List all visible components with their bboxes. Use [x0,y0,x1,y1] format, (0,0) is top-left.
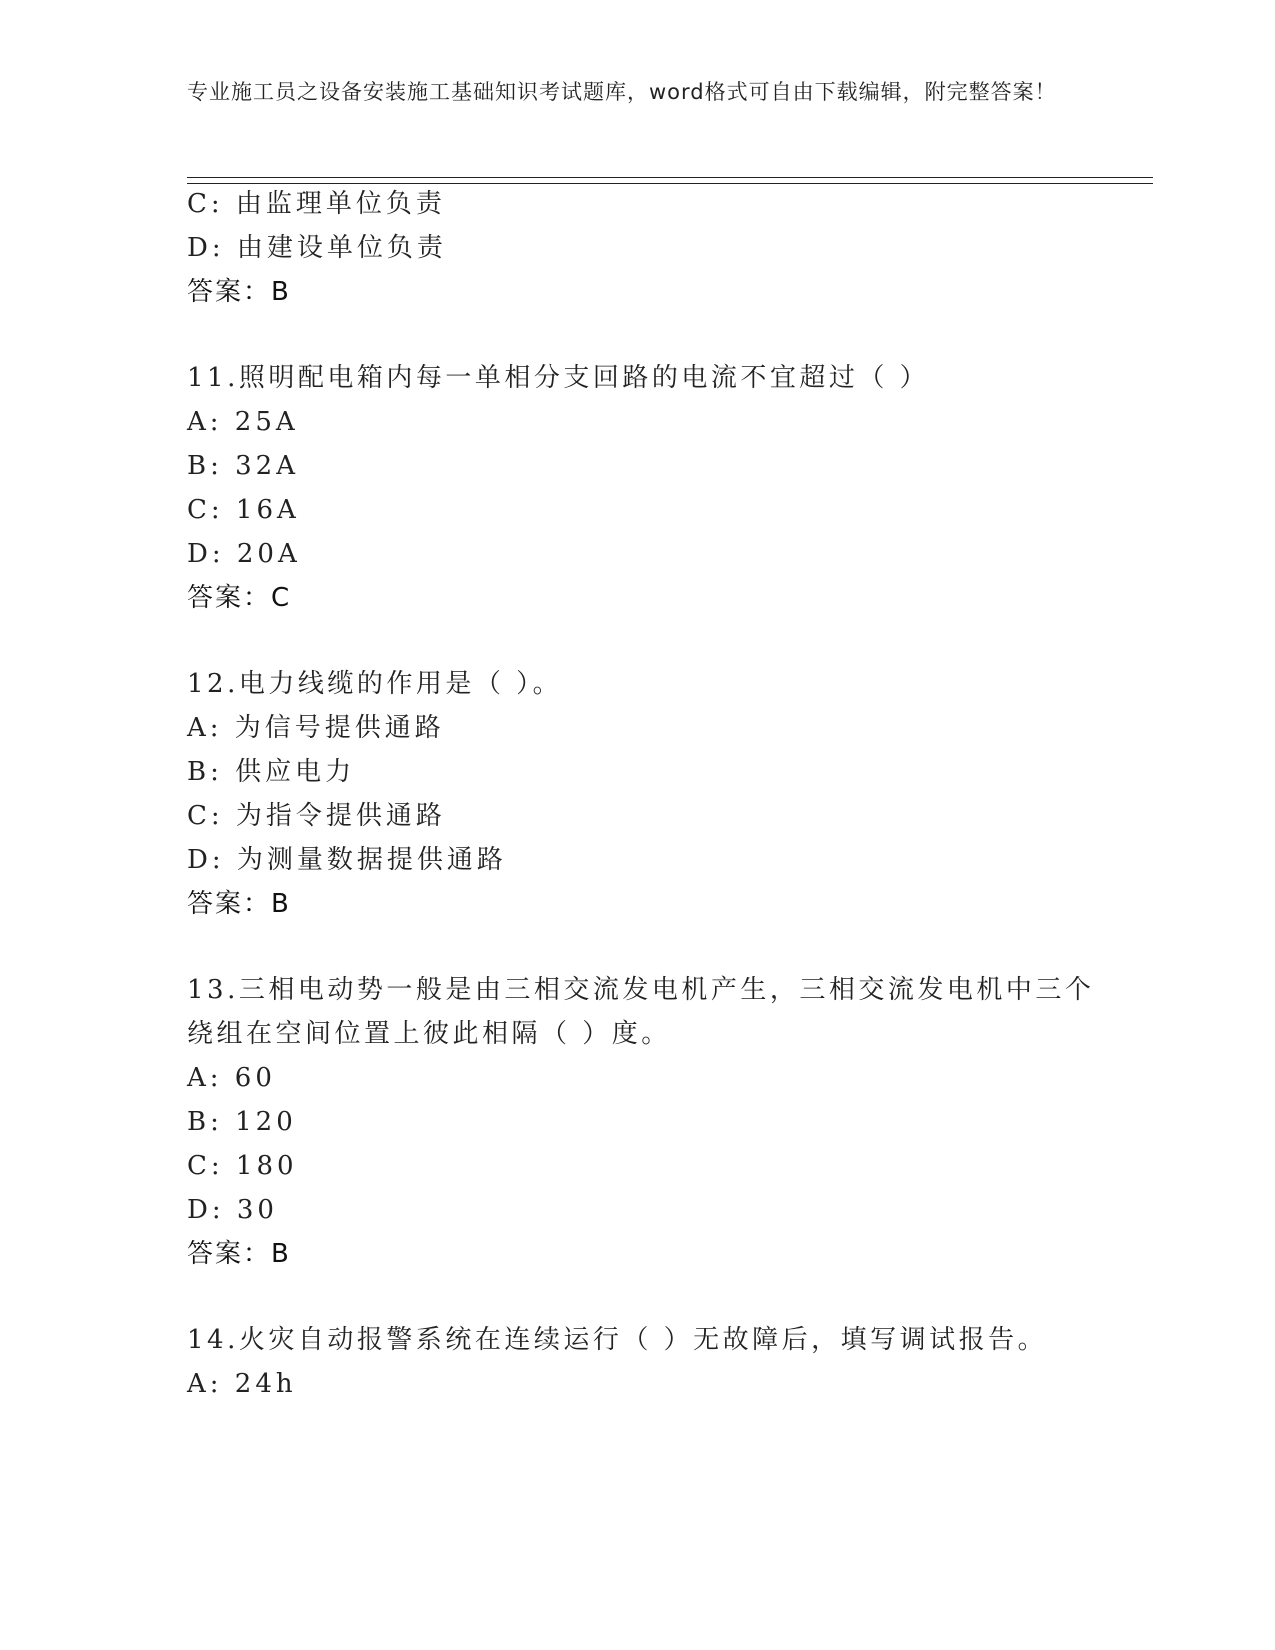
document-header [187,76,1067,108]
question-stem: 14.火灾自动报警系统在连续运行（ ）无故障后，填写调试报告。 [187,1325,1048,1355]
header-divider-top [187,177,1153,178]
option-c: C: 16A [187,495,300,525]
question-stem: 11.照明配电箱内每一单相分支回路的电流不宜超过（ ） [187,363,930,393]
option-b: B: 供应电力 [187,757,356,787]
option-d: D: 由建设单位负责 [187,233,447,263]
answer-label: 答案：C [187,583,292,613]
option-a: A: 60 [187,1063,276,1093]
option-d: D: 20A [187,539,301,569]
question-stem-continued: 绕组在空间位置上彼此相隔（ ）度。 [187,1019,671,1049]
option-c: C: 180 [187,1151,298,1181]
header-divider-bottom [187,183,1153,184]
answer-label: 答案：B [187,889,291,919]
option-d: D: 为测量数据提供通路 [187,845,507,875]
option-b: B: 32A [187,451,299,481]
option-d: D: 30 [187,1195,278,1225]
question-stem: 12.电力线缆的作用是（ ）。 [187,669,563,699]
option-b: B: 120 [187,1107,297,1137]
option-a: A: 为信号提供通路 [187,713,445,743]
answer-label: 答案：B [187,1239,291,1269]
option-c: C: 由监理单位负责 [187,189,446,219]
answer-label: 答案：B [187,277,291,307]
header-title: 专业施工员之设备安装施工基础知识考试题库，word格式可自由下载编辑，附完整答案！ [187,80,1057,104]
option-c: C: 为指令提供通路 [187,801,446,831]
option-a: A: 25A [187,407,299,437]
question-stem: 13.三相电动势一般是由三相交流发电机产生，三相交流发电机中三个 [187,975,1095,1005]
option-a: A: 24h [187,1369,297,1399]
